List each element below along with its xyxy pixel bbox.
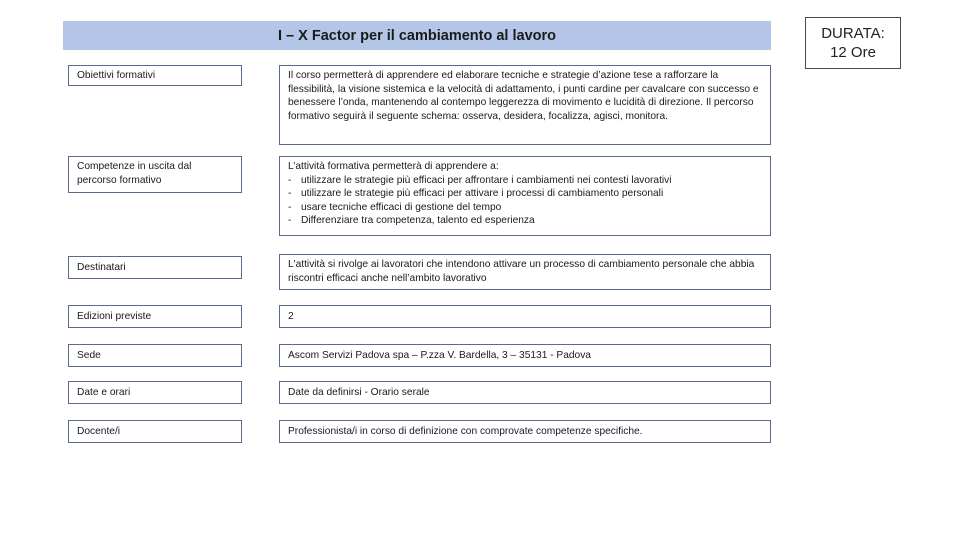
value-edizioni-text: 2 [288,310,294,322]
label-edizioni [68,305,242,328]
value-date [279,381,771,404]
label-sede [68,344,242,367]
label-date [68,381,242,404]
duration-value: 12 Ore [830,44,876,61]
list-item: - usare tecniche efficaci di gestione del tempo [288,201,762,215]
value-sede-text: Ascom Servizi Padova spa – P.zza V. Bardella, 3 – 35131 - Padova [288,349,591,361]
value-competenze [279,156,771,236]
label-docente-text: Docente/i [77,425,121,437]
value-date-text: Date da definirsi - Orario serale [288,386,430,398]
value-obiettivi-text: Il corso permetterà di apprendere ed elaborare tecniche e strategie d’azione tese a rafforzare la flessibilità, la visione sistemica e la velocità di adattamento, i punti cardine per cavalcare con successo e benessere l’onda, mantenendo al contempo leggerezza di movimento e lucidità di direzione. Il percorso formativo seguirà il seguente schema: osserva, desidera, focalizza, agisci, monitora. [288,70,759,122]
label-competenze [68,156,242,193]
label-date-text: Date e orari [77,386,131,398]
label-competenze-text: Competenze in uscita dal percorso formativo [77,161,192,186]
label-destinatari-text: Destinatari [77,261,126,273]
value-destinatari-text: L'attività si rivolge ai lavoratori che intendono attivare un processo di cambiamento personale che abbia riscontri efficaci anche nell’ambito lavorativo [288,259,755,284]
label-obiettivi-text: Obiettivi formativi [77,69,156,81]
value-edizioni [279,305,771,328]
duration-box [805,17,901,69]
competenze-list [288,174,762,228]
value-obiettivi [279,65,771,145]
list-item: - utilizzare le strategie più efficaci per attivare i processi di cambiamento personali [288,187,762,201]
label-edizioni-text: Edizioni previste [77,310,152,322]
list-item: - utilizzare le strategie più efficaci per affrontare i cambiamenti nei contesti lavorativi [288,174,762,188]
value-sede [279,344,771,367]
list-item: - Differenziare tra competenza, talento ed esperienza [288,214,762,228]
label-obiettivi [68,65,242,86]
label-sede-text: Sede [77,349,101,361]
course-title: I – X Factor per il cambiamento al lavoro [277,27,556,44]
label-destinatari [68,256,242,279]
value-docente-text: Professionista/i in corso di definizione con comprovate competenze specifiche. [288,425,643,437]
duration-label: DURATA: [821,24,885,42]
competenze-intro: L’attività formativa permetterà di apprendere a: [288,161,499,172]
value-docente [279,420,771,443]
value-destinatari [279,254,771,290]
course-title-bar [63,21,771,50]
label-docente [68,420,242,443]
